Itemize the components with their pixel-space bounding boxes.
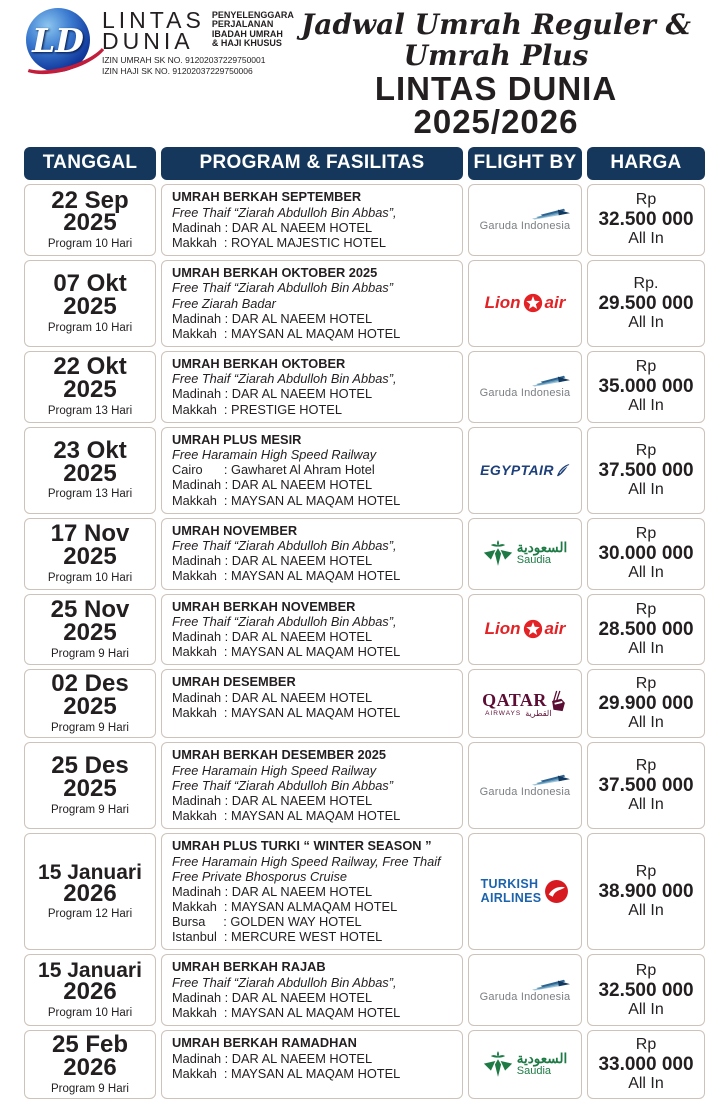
program-details <box>172 538 452 583</box>
lion-wordmark-left: Lion <box>484 293 521 313</box>
turkish-wordmark-line1: TURKISH <box>480 877 539 892</box>
price-amount: 29.900 000 <box>598 693 694 715</box>
program-detail-line: Cairo : Gawharet Al Ahram Hotel <box>172 462 375 478</box>
program-duration: Program 9 Hari <box>51 1082 129 1095</box>
program-duration: Program 10 Hari <box>47 321 133 334</box>
program-detail-line: Makkah : PRESTIGE HOTEL <box>172 401 342 417</box>
date-year: 2026 <box>63 1053 117 1081</box>
currency-label: Rp <box>635 675 657 693</box>
saudia-wordmark <box>517 541 567 567</box>
date-year: 2025 <box>63 618 117 646</box>
price-amount: 37.500 000 <box>598 459 694 481</box>
price-note: All In <box>628 1075 664 1092</box>
logo-monogram: LD <box>32 20 84 60</box>
price-amount: 38.900 000 <box>598 880 694 902</box>
program-duration: Program 13 Hari <box>47 488 133 501</box>
program-detail-line: Madinah : DAR AL NAEEM HOTEL <box>172 989 373 1005</box>
price-note: All In <box>628 564 664 582</box>
airline-cell <box>468 1030 582 1099</box>
program-detail-line: Bursa : GOLDEN WAY HOTEL <box>172 914 362 929</box>
program-cell <box>161 260 463 347</box>
program-duration: Program 9 Hari <box>51 722 129 735</box>
airline-cell <box>468 260 582 347</box>
price-cell <box>587 427 705 514</box>
garuda-wordmark: Garuda Indonesia <box>479 990 571 1003</box>
brand-name <box>102 7 205 55</box>
brand-name-line1: LINTAS <box>102 7 205 33</box>
program-detail-line: Madinah : DAR AL NAEEM HOTEL <box>172 386 373 402</box>
turkish-airlines-logo <box>481 878 570 905</box>
price-amount: 28.500 000 <box>598 618 694 640</box>
date-day-month: 07 Okt <box>53 269 127 297</box>
license-numbers <box>102 55 294 76</box>
saudia-logo <box>483 540 567 567</box>
qatar-wordmark: QATAR <box>482 690 547 711</box>
program-cell <box>161 669 463 738</box>
price-note: All In <box>628 230 664 248</box>
currency-label: Rp. <box>633 274 659 292</box>
program-detail-line: Madinah : DAR AL NAEEM HOTEL <box>172 219 373 235</box>
program-detail-line: Free Thaif “Ziarah Abdulloh Bin Abbas” <box>172 777 393 793</box>
program-detail-line: Madinah : DAR AL NAEEM HOTEL <box>172 477 373 493</box>
program-details <box>172 975 452 1020</box>
date-day-month: 22 Sep <box>51 186 129 214</box>
airline-cell <box>468 742 582 829</box>
currency-label: Rp <box>635 863 657 881</box>
date-year: 2025 <box>63 543 117 571</box>
airline-cell <box>468 954 582 1026</box>
program-detail-line: Makkah : MAYSAN AL MAQAM HOTEL <box>172 325 401 341</box>
program-duration: Program 9 Hari <box>51 803 129 816</box>
date-day-month: 25 Des <box>51 752 129 780</box>
currency-label: Rp <box>635 525 657 543</box>
departure-date-cell <box>24 184 156 256</box>
program-title: UMRAH DESEMBER <box>172 674 296 690</box>
airline-cell <box>468 351 582 423</box>
airline-cell <box>468 518 582 590</box>
garuda-wing-icon <box>532 978 570 991</box>
program-detail-line: Free Haramain High Speed Railway <box>172 762 377 778</box>
currency-label: Rp <box>635 358 657 376</box>
saudia-latin-text: Saudia <box>516 553 552 566</box>
program-cell <box>161 518 463 590</box>
saudia-bird-icon <box>483 540 513 567</box>
departure-date-cell <box>24 954 156 1026</box>
program-title: UMRAH PLUS MESIR <box>172 431 302 447</box>
airline-cell <box>468 833 582 950</box>
program-detail-line: Free Thaif “Ziarah Abdulloh Bin Abbas”, <box>172 371 397 387</box>
price-note: All In <box>628 480 664 498</box>
currency-label: Rp <box>635 1035 657 1053</box>
saudia-wordmark <box>517 1052 567 1078</box>
program-detail-line: Madinah : DAR AL NAEEM HOTEL <box>172 553 373 569</box>
program-detail-line: Free Private Bhosporus Cruise <box>172 868 347 884</box>
saudia-latin-text: Saudia <box>516 1064 552 1077</box>
departure-date-cell <box>24 742 156 829</box>
airline-cell <box>468 184 582 256</box>
program-detail-line: Makkah : MAYSAN AL MAQAM HOTEL <box>172 568 401 584</box>
program-detail-line: Istanbul : MERCURE WEST HOTEL <box>172 929 383 945</box>
date-day-month: 17 Nov <box>50 520 130 548</box>
program-cell <box>161 351 463 423</box>
lion-air-logo <box>485 292 566 314</box>
program-duration: Program 13 Hari <box>47 405 133 418</box>
page-title-main: LINTAS DUNIA 2025/2026 <box>374 69 618 141</box>
garuda-wing-icon <box>532 374 570 387</box>
oryx-icon <box>549 690 568 712</box>
currency-label: Rp <box>635 600 657 618</box>
price-cell <box>587 833 705 950</box>
lion-air-logo <box>485 618 566 640</box>
date-year: 2026 <box>63 879 117 907</box>
garuda-indonesia-logo <box>480 207 571 232</box>
turkish-wordmark-line2: AIRLINES <box>480 890 542 905</box>
currency-label: Rp <box>635 961 657 979</box>
garuda-wordmark: Garuda Indonesia <box>479 387 571 400</box>
airline-cell <box>468 669 582 738</box>
garuda-indonesia-logo <box>480 978 571 1003</box>
program-detail-line: Free Thaif “Ziarah Abdulloh Bin Abbas” <box>172 280 393 296</box>
airline-cell <box>468 594 582 666</box>
program-detail-line: Makkah : MAYSAN AL MAQAM HOTEL <box>172 705 401 721</box>
program-detail-line: Makkah : MAYSAN AL MAQAM HOTEL <box>172 807 401 823</box>
date-year: 2025 <box>63 459 117 487</box>
program-detail-line: Madinah : DAR AL NAEEM HOTEL <box>172 690 373 706</box>
departure-date-cell <box>24 518 156 590</box>
column-header-tanggal: TANGGAL <box>24 147 156 180</box>
header <box>24 6 700 139</box>
price-amount: 29.500 000 <box>598 292 694 314</box>
program-duration: Program 10 Hari <box>47 238 133 251</box>
program-detail-line: Makkah : MAYSAN AL MAQAM HOTEL <box>172 1004 401 1020</box>
program-duration: Program 9 Hari <box>51 647 129 660</box>
currency-label: Rp <box>635 191 657 209</box>
garuda-wordmark: Garuda Indonesia <box>479 786 571 799</box>
date-year: 2026 <box>63 978 117 1006</box>
saudia-logo <box>483 1051 567 1078</box>
date-day-month: 15 Januari <box>38 959 142 983</box>
price-amount: 32.500 000 <box>598 979 694 1001</box>
price-cell <box>587 954 705 1026</box>
column-header-program: PROGRAM & FASILITAS <box>161 147 463 180</box>
departure-date-cell <box>24 669 156 738</box>
title-block <box>292 6 700 139</box>
program-detail-line: Madinah : DAR AL NAEEM HOTEL <box>172 1050 373 1066</box>
departure-date-cell <box>24 833 156 950</box>
program-detail-line: Madinah : DAR AL NAEEM HOTEL <box>172 883 373 899</box>
program-cell <box>161 833 463 950</box>
qatar-arabic-text: القطرية <box>525 708 552 718</box>
program-detail-line: Makkah : MAYSAN AL MAQAM HOTEL <box>172 644 401 660</box>
date-year: 2025 <box>63 693 117 721</box>
departure-date-cell <box>24 427 156 514</box>
lintas-dunia-logo <box>24 6 96 76</box>
program-cell <box>161 427 463 514</box>
currency-label: Rp <box>635 441 657 459</box>
price-note: All In <box>628 902 664 920</box>
lion-head-icon <box>522 618 544 640</box>
program-details <box>172 854 452 945</box>
date-year: 2025 <box>63 209 117 237</box>
price-note: All In <box>628 397 664 415</box>
brand-name-line2: DUNIA <box>102 28 194 55</box>
price-note: All In <box>628 640 664 658</box>
egyptair-wordmark: EGYPTAIR <box>480 462 554 479</box>
qatar-sub-row <box>485 709 551 718</box>
departure-date-cell <box>24 1030 156 1099</box>
brand-block <box>24 6 294 77</box>
price-amount: 33.000 000 <box>598 1053 694 1075</box>
program-cell <box>161 594 463 666</box>
program-details <box>172 447 452 507</box>
date-day-month: 23 Okt <box>53 436 127 464</box>
garuda-wing-icon <box>532 773 570 786</box>
date-day-month: 02 Des <box>51 670 129 698</box>
column-header-harga: HARGA <box>587 147 705 180</box>
price-cell <box>587 1030 705 1099</box>
program-cell <box>161 1030 463 1099</box>
program-duration: Program 10 Hari <box>47 1007 133 1019</box>
lion-wordmark-right: air <box>544 619 566 639</box>
date-year: 2025 <box>63 292 117 320</box>
saudia-arabic-text: السعودية <box>516 1050 568 1066</box>
column-header-flight-by: FLIGHT BY <box>468 147 582 180</box>
program-detail-line: Makkah : MAYSAN AL MAQAM HOTEL <box>172 1065 401 1081</box>
program-cell <box>161 184 463 256</box>
price-amount: 37.500 000 <box>598 774 694 796</box>
program-detail-line: Madinah : DAR AL NAEEM HOTEL <box>172 310 373 326</box>
garuda-wordmark: Garuda Indonesia <box>479 220 571 233</box>
program-details <box>172 763 452 823</box>
price-note: All In <box>628 796 664 814</box>
program-detail-line: Madinah : DAR AL NAEEM HOTEL <box>172 792 373 808</box>
garuda-wing-icon <box>532 207 570 220</box>
garuda-indonesia-logo <box>480 773 571 798</box>
date-day-month: 15 Januari <box>38 860 142 884</box>
program-detail-line: Free Haramain High Speed Railway, Free Thaif <box>172 853 441 869</box>
qatar-airways-logo <box>482 690 568 718</box>
program-detail-line: Makkah : MAYSAN ALMAQAM HOTEL <box>172 898 398 914</box>
airline-cell <box>468 427 582 514</box>
date-year: 2025 <box>63 775 117 803</box>
program-title: UMRAH NOVEMBER <box>172 522 298 538</box>
program-title: UMRAH PLUS TURKI “ WINTER SEASON ” <box>172 838 432 854</box>
program-detail-line: Free Ziarah Badar <box>172 295 276 311</box>
program-details <box>172 280 452 340</box>
program-detail-line: Free Thaif “Ziarah Abdulloh Bin Abbas”, <box>172 538 397 554</box>
brand-text <box>102 6 294 77</box>
date-day-month: 22 Okt <box>53 353 127 381</box>
license-haji: IZIN HAJI SK NO. 91202037229750006 <box>102 65 253 76</box>
price-note: All In <box>628 714 664 732</box>
price-cell <box>587 742 705 829</box>
price-cell <box>587 669 705 738</box>
program-details <box>172 1051 452 1081</box>
program-cell <box>161 742 463 829</box>
program-detail-line: Free Thaif “Ziarah Abdulloh Bin Abbas”, <box>172 614 397 630</box>
lion-wordmark-right: air <box>544 293 566 313</box>
brand-tagline: PENYELENGGARA PERJALANAN IBADAH UMRAH & HAJI KHUSUS <box>211 10 294 48</box>
program-title: UMRAH BERKAH NOVEMBER <box>172 598 356 614</box>
program-detail-line: Madinah : DAR AL NAEEM HOTEL <box>172 629 373 645</box>
program-title: UMRAH BERKAH OKTOBER <box>172 355 346 371</box>
program-cell <box>161 954 463 1026</box>
program-detail-line: Free Haramain High Speed Railway <box>172 447 377 463</box>
garuda-indonesia-logo <box>480 374 571 399</box>
date-year: 2025 <box>63 376 117 404</box>
price-note: All In <box>628 1000 664 1018</box>
saudia-arabic-text: السعودية <box>516 539 568 555</box>
price-cell <box>587 594 705 666</box>
program-title: UMRAH BERKAH SEPTEMBER <box>172 188 362 204</box>
program-title: UMRAH BERKAH DESEMBER 2025 <box>172 747 387 763</box>
program-detail-line: Free Thaif “Ziarah Abdulloh Bin Abbas”, <box>172 974 397 990</box>
program-detail-line: Free Thaif “Ziarah Abdulloh Bin Abbas”, <box>172 204 397 220</box>
turkish-wordmark <box>481 878 542 905</box>
lion-wordmark-left: Lion <box>484 619 521 639</box>
program-details <box>172 614 452 659</box>
price-amount: 35.000 000 <box>598 376 694 398</box>
price-cell <box>587 351 705 423</box>
program-detail-line: Makkah : ROYAL MAJESTIC HOTEL <box>172 234 387 250</box>
program-details <box>172 690 452 720</box>
program-details <box>172 205 452 250</box>
price-cell <box>587 184 705 256</box>
program-details <box>172 371 452 416</box>
price-amount: 32.500 000 <box>598 209 694 231</box>
program-duration: Program 10 Hari <box>47 571 133 584</box>
price-amount: 30.000 000 <box>598 542 694 564</box>
program-detail-line: Makkah : MAYSAN AL MAQAM HOTEL <box>172 492 401 508</box>
license-umrah: IZIN UMRAH SK NO. 91202037229750001 <box>102 55 266 66</box>
price-cell <box>587 518 705 590</box>
program-duration: Program 12 Hari <box>47 908 133 921</box>
horus-eagle-icon <box>556 463 570 477</box>
program-title: UMRAH BERKAH OKTOBER 2025 <box>172 264 378 280</box>
egyptair-logo <box>480 462 570 478</box>
departure-date-cell <box>24 260 156 347</box>
turkish-bird-icon <box>544 879 569 904</box>
lion-head-icon <box>522 292 544 314</box>
price-cell <box>587 260 705 347</box>
departure-date-cell <box>24 351 156 423</box>
qatar-airways-text: AIRWAYS <box>485 709 522 717</box>
date-day-month: 25 Feb <box>51 1031 129 1059</box>
program-title: UMRAH BERKAH RAJAB <box>172 959 326 975</box>
schedule-table <box>24 147 700 1099</box>
page-title-script: Jadwal Umrah Reguler & Umrah Plus <box>301 8 691 72</box>
currency-label: Rp <box>635 756 657 774</box>
saudia-bird-icon <box>483 1051 513 1078</box>
program-title: UMRAH BERKAH RAMADHAN <box>172 1035 357 1051</box>
price-note: All In <box>628 313 664 331</box>
date-day-month: 25 Nov <box>50 596 130 624</box>
departure-date-cell <box>24 594 156 666</box>
